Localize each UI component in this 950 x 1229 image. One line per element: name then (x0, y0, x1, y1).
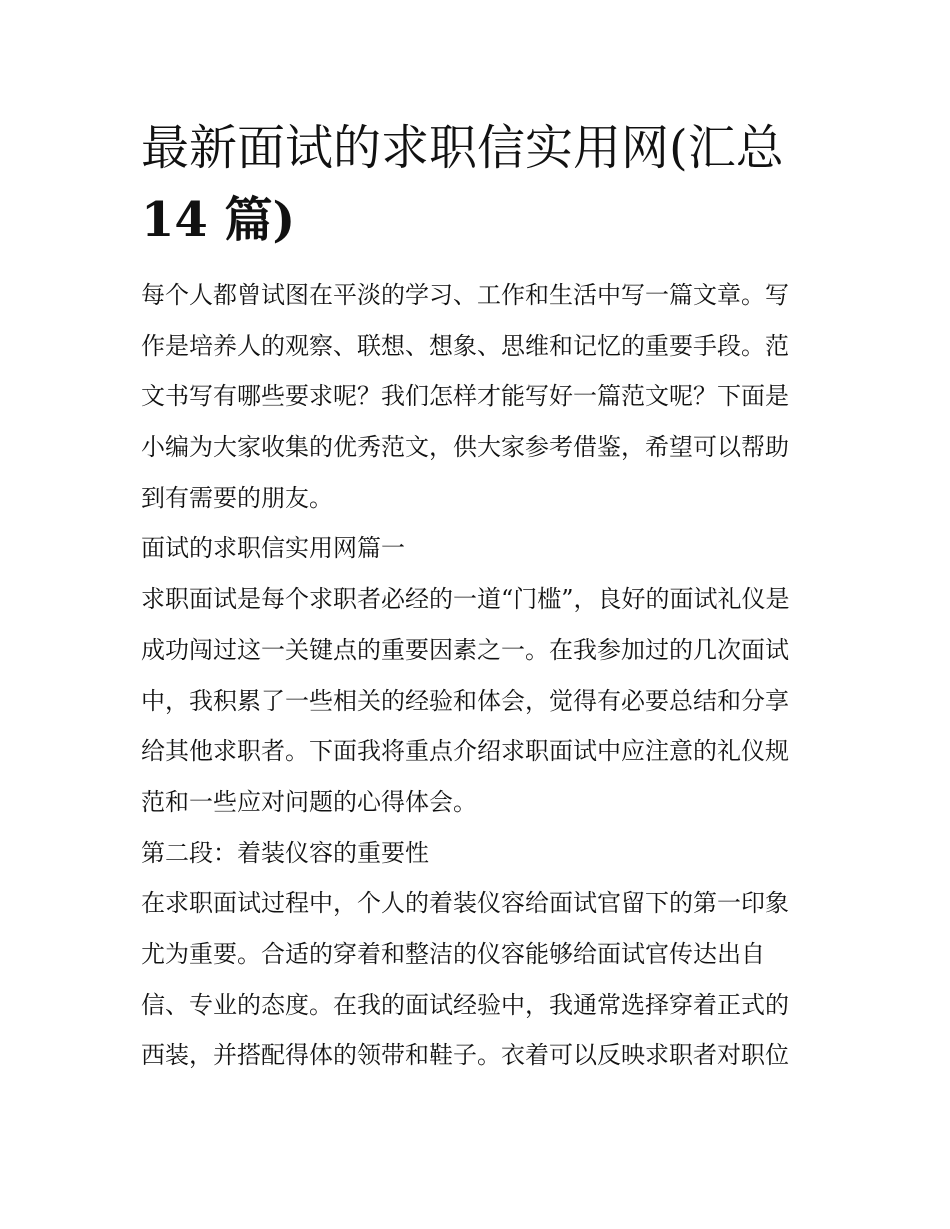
document-page (141, 112, 813, 1081)
text-line: 尤为重要。合适的穿着和整洁的仪容能够给面试官传达出自 (141, 939, 765, 968)
text-line: 给其他求职者。下面我将重点介绍求职面试中应注意的礼仪规 (141, 737, 789, 766)
section-heading: 面试的求职信实用网篇一 (141, 534, 405, 563)
text-line: 中，我积累了一些相关的经验和体会，觉得有必要总结和分享 (141, 686, 789, 715)
section-heading: 第二段：着装仪容的重要性 (141, 838, 429, 867)
document-title (141, 112, 813, 256)
text-line: 到有需要的朋友。 (141, 483, 333, 512)
text-line: 西装，并搭配得体的领带和鞋子。衣着可以反映求职者对职位 (141, 1041, 789, 1070)
text-line: 作是培养人的观察、联想、想象、思维和记忆的重要手段。范 (141, 331, 789, 360)
document-body (141, 270, 813, 1081)
text-line: 每个人都曾试图在平淡的学习、工作和生活中写一篇文章。写 (141, 281, 789, 309)
text-line: 信、专业的态度。在我的面试经验中，我通常选择穿着正式的 (141, 990, 789, 1019)
text-line: 求职面试是每个求职者必经的一道“门槛”，良好的面试礼仪是 (141, 585, 790, 614)
text-line: 小编为大家收集的优秀范文，供大家参考借鉴，希望可以帮助 (141, 433, 789, 462)
text-line: 成功闯过这一关键点的重要因素之一。在我参加过的几次面试 (141, 635, 789, 664)
title-line-2: 14 篇) (141, 192, 296, 248)
text-line: 文书写有哪些要求呢？我们怎样才能写好一篇范文呢？下面是 (141, 382, 789, 411)
text-line: 范和一些应对问题的心得体会。 (141, 787, 477, 816)
text-line: 在求职面试过程中，个人的着装仪容给面试官留下的第一印象 (141, 889, 789, 918)
title-line-1: 最新面试的求职信实用网(汇总 (141, 120, 784, 176)
